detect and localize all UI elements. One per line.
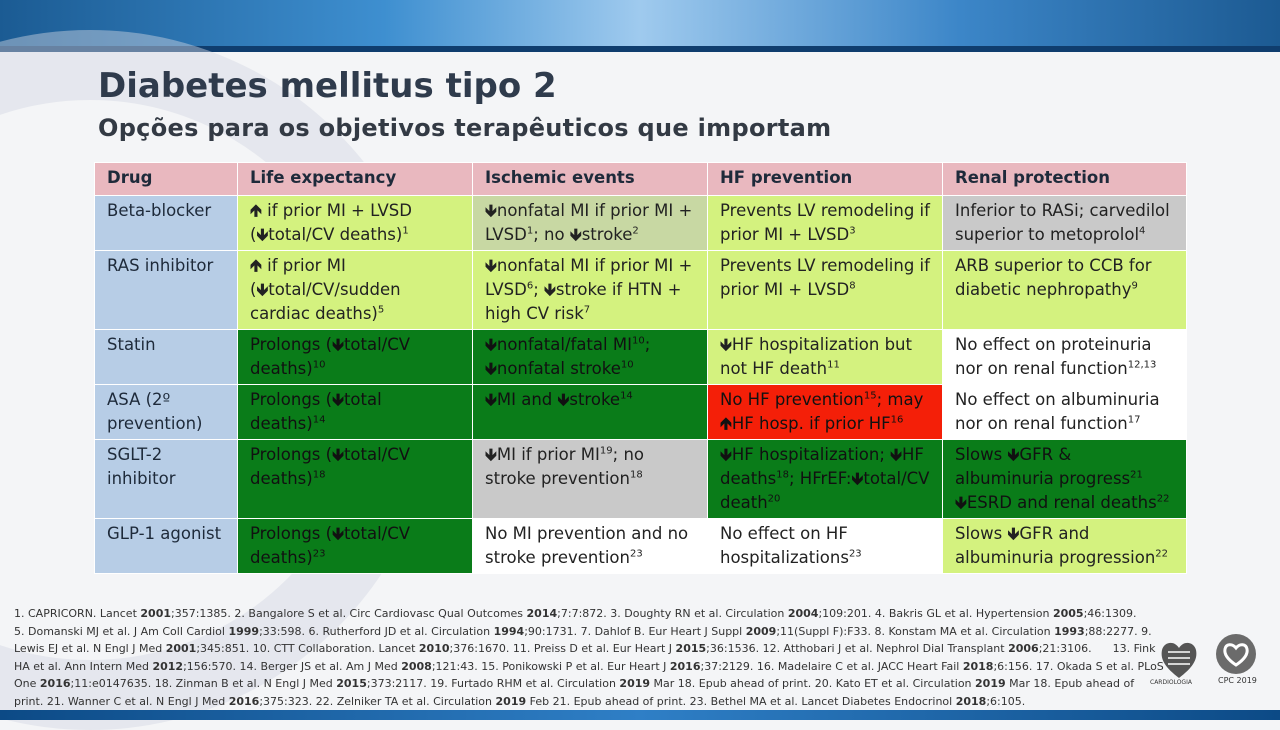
references: 1. CAPRICORN. Lancet 2001;357:1385. 2. Bangalore S et al. Circ Cardiovasc Qual Outcomes 2014;7:7:872. 3. Doughty RN et al. Circulation 2004;109:201. 4. Bakris GL et al. Hypertension 2005;46:1309. 5. Domanski MJ et al. J Am Coll Cardiol 1999;33:598. 6. Rutherford JD et al. Circulation 1994;90:1731. 7. Dahlof B. Eur Heart J Suppl 2009;11(Suppl F):F33. 8. Konstam MA et al. Circulation 1993;88:2277. 9. Lewis EJ et al. N Engl J Med 2001;345:851. 10. CTT Collaboration. Lancet 2010;376:1670. 11. Preiss D et al. Eur Heart J 2015;36:1536. 12. Atthobari J et al. Nephrol Dial Transplant 2006;21:3106. 13. Fink HA et al. Ann Intern Med 2012;156:570. 14. Berger JS et al. Am J Med 2008;121:43. 15. Ponikowski P et al. Eur Heart J 2016;37:2129. 16. Madelaire C et al. JACC Heart Fail 2018;6:156. 17. Okada S et al. PLoS One 2016;11:e0147635. 18. Zinman B et al. N Engl J Med 2015;373:2117. 19. Furtado RHM et al. Circulation 2019 Mar 18. Epub ahead of print. 20. Kato ET et al. Circulation 2019 Mar 18. Epub ahead of print. 21. Wanner C et al. N Engl J Med 2016;375:323. 22. Zelniker TA et al. Circulation 2019 Feb 21. Epub ahead of print. 23. Bethel MA et al. Lancet Diabetes Endocrinol 2018;6:105. xyxy=(14,607,1164,708)
ischemic-events-cell: 🡻nonfatal/fatal MI$^{10}$; 🡻nonfatal stroke$^{10}$ xyxy=(473,330,708,385)
header-drug: Drug xyxy=(95,163,238,196)
drug-cell: RAS inhibitor xyxy=(95,251,238,330)
hf-prevention-cell: No HF prevention$^{15}$; may 🡹HF hosp. if prior HF$^{16}$ xyxy=(708,385,943,440)
life-expectancy-cell: 🡹 if prior MI (🡻total/CV/sudden cardiac deaths)$^5$ xyxy=(238,251,473,330)
slide-title: Diabetes mellitus tipo 2 xyxy=(98,66,557,106)
ischemic-events-cell: 🡻MI and 🡻stroke$^{14}$ xyxy=(473,385,708,440)
renal-protection-cell: Slows 🡻GFR and albuminuria progression$^{22}$ xyxy=(943,519,1187,574)
table-header-row xyxy=(95,163,1187,196)
hf-prevention-cell: 🡻HF hospitalization but not HF death$^{11}$ xyxy=(708,330,943,385)
bottom-band xyxy=(0,710,1280,720)
life-expectancy-cell: Prolongs (🡻total/CV deaths)$^{18}$ xyxy=(238,440,473,519)
table-body xyxy=(95,196,1187,574)
ischemic-events-cell: 🡻nonfatal MI if prior MI + $LVSD^6$; 🡻stroke if HTN + high CV risk$^7$ xyxy=(473,251,708,330)
header-life-expectancy: Life expectancy xyxy=(238,163,473,196)
spc-logo-label: CARDIOLOGIA xyxy=(1150,679,1192,686)
table-row xyxy=(95,196,1187,251)
hf-prevention-cell: No effect on HF hospitalizations$^{23}$ xyxy=(708,519,943,574)
life-expectancy-cell: 🡹 if prior MI + LVSD (🡻total/CV deaths)$^1$ xyxy=(238,196,473,251)
hf-prevention-cell: Prevents LV remodeling if prior MI + $LVSD^3$ xyxy=(708,196,943,251)
cpc-logo-icon xyxy=(1216,634,1256,674)
renal-protection-cell: ARB superior to CCB for diabetic nephropathy$^9$ xyxy=(943,251,1187,330)
renal-protection-cell: No effect on proteinuria nor on renal function$^{12,13}$ xyxy=(943,330,1187,385)
renal-protection-cell: No effect on albuminuria nor on renal function$^{17}$ xyxy=(943,385,1187,440)
ischemic-events-cell: 🡻MI if prior MI$^{19}$; no stroke prevention$^{18}$ xyxy=(473,440,708,519)
ischemic-events-cell: No MI prevention and no stroke prevention$^{23}$ xyxy=(473,519,708,574)
table-row xyxy=(95,251,1187,330)
table-row xyxy=(95,330,1187,385)
renal-protection-cell: Inferior to RASi; carvedilol superior to metoprolol$^4$ xyxy=(943,196,1187,251)
life-expectancy-cell: Prolongs (🡻total/CV deaths)$^{23}$ xyxy=(238,519,473,574)
drug-cell: ASA (2º prevention) xyxy=(95,385,238,440)
life-expectancy-cell: Prolongs (🡻total deaths)$^{14}$ xyxy=(238,385,473,440)
top-banner xyxy=(0,0,1280,52)
drug-cell: GLP-1 agonist xyxy=(95,519,238,574)
life-expectancy-cell: Prolongs (🡻total/CV deaths)$^{10}$ xyxy=(238,330,473,385)
spc-heart-logo-icon xyxy=(1156,636,1202,682)
hf-prevention-cell: Prevents LV remodeling if prior MI + $LVSD^8$ xyxy=(708,251,943,330)
drug-cell: SGLT-2 inhibitor xyxy=(95,440,238,519)
table-row xyxy=(95,440,1187,519)
header-renal-protection: Renal protection xyxy=(943,163,1187,196)
table-row xyxy=(95,385,1187,440)
ischemic-events-cell: 🡻nonfatal MI if prior MI + $LVSD^1$; no 🡻stroke$^2$ xyxy=(473,196,708,251)
drug-cell: Statin xyxy=(95,330,238,385)
hf-prevention-cell: 🡻HF hospitalization; 🡻HF deaths$^{18}$; HFrEF:🡻total/CV death$^{20}$ xyxy=(708,440,943,519)
therapy-table xyxy=(94,162,1187,574)
cpc-logo-label: CPC 2019 xyxy=(1218,676,1257,685)
header-hf-prevention: HF prevention xyxy=(708,163,943,196)
drug-cell: Beta-blocker xyxy=(95,196,238,251)
renal-protection-cell: Slows 🡻GFR & albuminuria progress$^{21}$ 🡻ESRD and renal deaths$^{22}$ xyxy=(943,440,1187,519)
slide-subtitle: Opções para os objetivos terapêuticos que importam xyxy=(98,114,832,142)
table-row xyxy=(95,519,1187,574)
header-ischemic-events: Ischemic events xyxy=(473,163,708,196)
